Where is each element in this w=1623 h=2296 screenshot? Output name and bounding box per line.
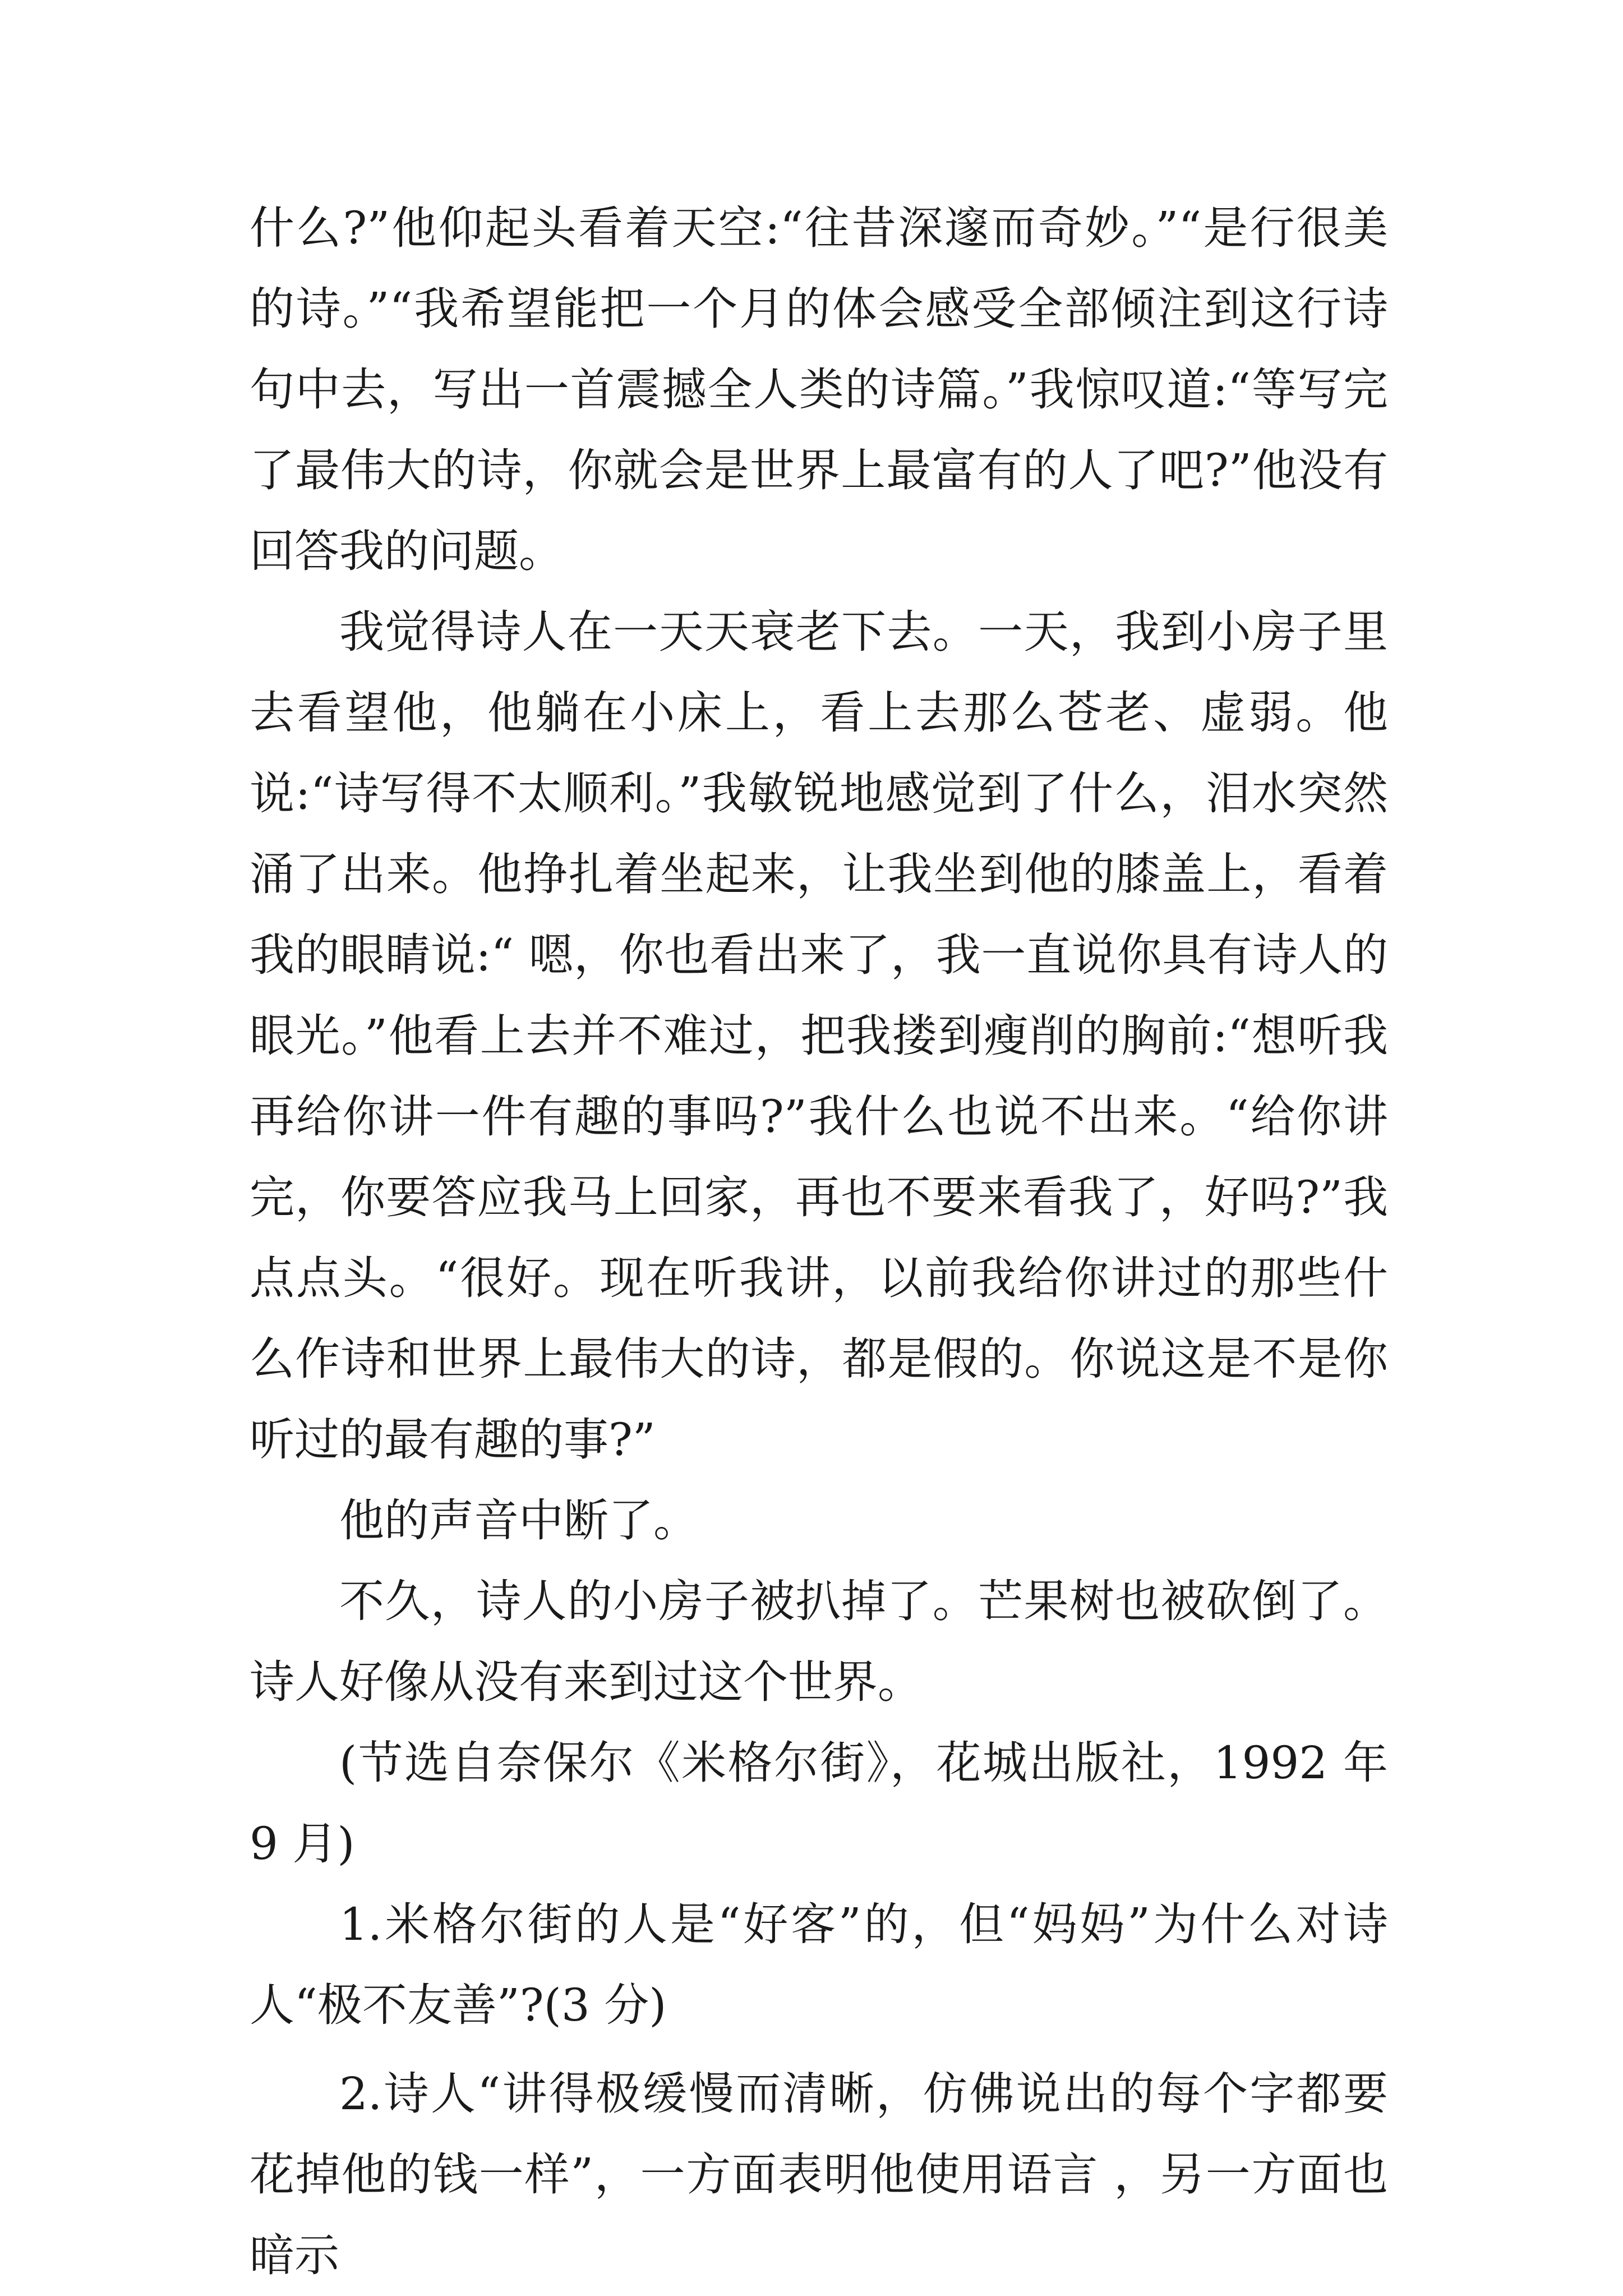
question-2: 2.诗人“讲得极缓慢而清晰，仿佛说出的每个字都要花掉他的钱一样”，一方面表明他使用语言 ，另一方面也暗示 xyxy=(250,2068,1388,2281)
document-page xyxy=(250,188,1388,2296)
source-citation: (节选自奈保尔《米格尔街》，花城出版社，1992 年 9 月) xyxy=(250,1737,1388,1870)
paragraph-poet-aging: 我觉得诗人在一天天衰老下去。一天，我到小房子里去看望他，他躺在小床上，看上去那么苍老、虚弱。他说:“诗写得不太顺利。”我敏锐地感觉到了什么，泪水突然涌了出来。他挣扎着坐起来，让我坐到他的膝盖上，看着我的眼睛说:“ 嗯，你也看出来了，我一直说你具有诗人的眼光。”他看上去并不难过，把我搂到瘦削的胸前:“想听我再给你讲一件有趣的事吗?”我什么也说不出来。“给你讲完，你要答应我马上回家，再也不要来看我了，好吗?”我点点头。“很好。现在听我讲，以前我给你讲过的那些什么作诗和世界上最伟大的诗，都是假的。你说这是不是你听过的最有趣的事?” xyxy=(250,606,1388,1466)
paragraph-dialogue-continuation: 什么?”他仰起头看着天空:“往昔深邃而奇妙。”“是行很美的诗。”“我希望能把一个月的体会感受全部倾注到这行诗句中去，写出一首震撼全人类的诗篇。”我惊叹道:“等写完了最伟大的诗，你就会是世界上最富有的人了吧?”他没有回答我的问题。 xyxy=(250,202,1388,577)
paragraph-voice-stopped: 他的声音中断了。 xyxy=(339,1494,698,1547)
paragraph-house-demolished: 不久，诗人的小房子被扒掉了。芒果树也被砍倒了。诗人好像从没有来到过这个世界。 xyxy=(250,1575,1388,1708)
question-1: 1.米格尔街的人是“好客”的，但“妈妈”为什么对诗人“极不友善”?(3 分) xyxy=(250,1898,1388,2031)
